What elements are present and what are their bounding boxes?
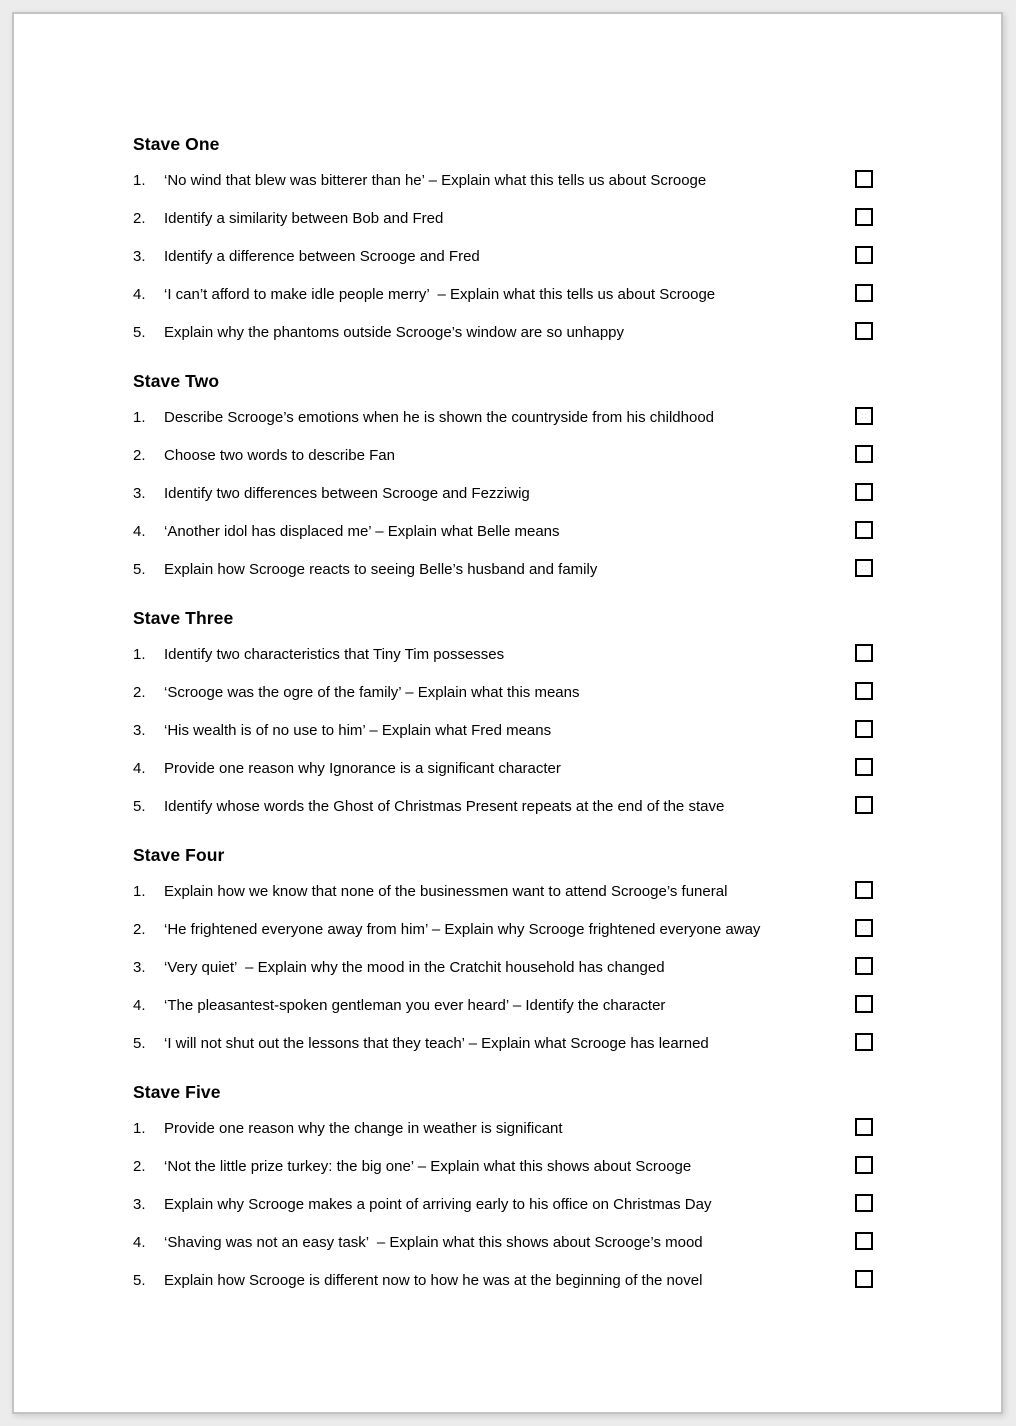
section-title: Stave Five <box>133 1082 221 1102</box>
question-text: Explain why Scrooge makes a point of arriving early to his office on Christmas Day <box>164 1196 712 1213</box>
question-number: 1. <box>133 646 146 663</box>
question-number: 1. <box>133 409 146 426</box>
question-text: ‘I can’t afford to make idle people merry’ – Explain what this tells us about Scrooge <box>164 286 716 303</box>
checkbox[interactable] <box>855 1118 873 1136</box>
question-number: 2. <box>133 210 146 227</box>
checkbox[interactable] <box>855 796 873 814</box>
worksheet-page <box>12 12 1003 1414</box>
checkbox[interactable] <box>855 208 873 226</box>
question-number: 3. <box>133 485 146 502</box>
question-number: 4. <box>133 1234 146 1251</box>
section-stave-four <box>133 844 874 1070</box>
question-text: ‘Scrooge was the ogre of the family’ – Explain what this means <box>164 684 580 701</box>
question-number: 3. <box>133 959 146 976</box>
question-text: Provide one reason why Ignorance is a significant character <box>164 760 561 777</box>
question-number: 3. <box>133 1196 146 1213</box>
question-text: Identify two differences between Scrooge and Fezziwig <box>164 485 530 502</box>
question-text: Provide one reason why the change in weather is significant <box>164 1120 563 1137</box>
question-text: Identify whose words the Ghost of Christmas Present repeats at the end of the stave <box>164 798 725 815</box>
question-text: ‘I will not shut out the lessons that they teach’ – Explain what Scrooge has learned <box>164 1035 709 1052</box>
question-text: ‘Not the little prize turkey: the big one’ – Explain what this shows about Scrooge <box>164 1158 692 1175</box>
section-title: Stave One <box>133 134 220 154</box>
checkbox[interactable] <box>855 1156 873 1174</box>
question-row <box>133 444 873 482</box>
question-number: 5. <box>133 561 146 578</box>
checkbox[interactable] <box>855 521 873 539</box>
question-text: ‘His wealth is of no use to him’ – Explain what Fred means <box>164 722 552 739</box>
question-text: Choose two words to describe Fan <box>164 447 395 464</box>
question-text: Explain how Scrooge reacts to seeing Belle’s husband and family <box>164 561 598 578</box>
checkbox[interactable] <box>855 445 873 463</box>
checkbox[interactable] <box>855 881 873 899</box>
checkbox[interactable] <box>855 284 873 302</box>
question-text: Explain why the phantoms outside Scrooge’s window are so unhappy <box>164 324 625 341</box>
question-text: ‘Shaving was not an easy task’ – Explain what this shows about Scrooge’s mood <box>164 1234 703 1251</box>
question-number: 1. <box>133 883 146 900</box>
question-number: 3. <box>133 248 146 265</box>
checkbox[interactable] <box>855 407 873 425</box>
question-number: 5. <box>133 1035 146 1052</box>
question-number: 3. <box>133 722 146 739</box>
section-stave-three <box>133 607 874 833</box>
question-text: Identify a difference between Scrooge and Fred <box>164 248 480 265</box>
checkbox[interactable] <box>855 644 873 662</box>
question-text: Identify two characteristics that Tiny Tim possesses <box>164 646 505 663</box>
question-row <box>133 880 873 918</box>
question-row <box>133 643 873 681</box>
question-row <box>133 406 873 444</box>
checkbox[interactable] <box>855 720 873 738</box>
question-number: 5. <box>133 1272 146 1289</box>
question-row <box>133 757 873 795</box>
question-row <box>133 520 873 558</box>
question-row <box>133 1117 873 1155</box>
checkbox[interactable] <box>855 170 873 188</box>
checkbox[interactable] <box>855 758 873 776</box>
question-row <box>133 681 873 719</box>
checkbox[interactable] <box>855 483 873 501</box>
question-row <box>133 321 873 359</box>
question-text: Describe Scrooge’s emotions when he is shown the countryside from his childhood <box>164 409 715 426</box>
section-stave-five <box>133 1081 874 1307</box>
question-text: ‘Very quiet’ – Explain why the mood in the Cratchit household has changed <box>164 959 665 976</box>
question-number: 4. <box>133 286 146 303</box>
question-row <box>133 1155 873 1193</box>
checkbox[interactable] <box>855 1270 873 1288</box>
section-title: Stave Three <box>133 608 234 628</box>
checkbox[interactable] <box>855 246 873 264</box>
question-row <box>133 956 873 994</box>
checkbox[interactable] <box>855 1232 873 1250</box>
question-number: 2. <box>133 447 146 464</box>
question-number: 5. <box>133 324 146 341</box>
question-row <box>133 1193 873 1231</box>
question-text: ‘No wind that blew was bitterer than he’ – Explain what this tells us about Scrooge <box>164 172 707 189</box>
question-number: 1. <box>133 1120 146 1137</box>
question-row <box>133 207 873 245</box>
question-row <box>133 1231 873 1269</box>
checkbox[interactable] <box>855 957 873 975</box>
question-row <box>133 795 873 833</box>
question-row <box>133 1032 873 1070</box>
question-number: 4. <box>133 997 146 1014</box>
checkbox[interactable] <box>855 682 873 700</box>
section-title: Stave Four <box>133 845 225 865</box>
question-number: 2. <box>133 1158 146 1175</box>
question-number: 4. <box>133 760 146 777</box>
question-row <box>133 482 873 520</box>
question-number: 5. <box>133 798 146 815</box>
question-text: ‘The pleasantest-spoken gentleman you ever heard’ – Identify the character <box>164 997 666 1014</box>
checkbox[interactable] <box>855 995 873 1013</box>
question-number: 4. <box>133 523 146 540</box>
question-row <box>133 283 873 321</box>
question-row <box>133 918 873 956</box>
question-number: 2. <box>133 921 146 938</box>
section-title: Stave Two <box>133 371 220 391</box>
checkbox[interactable] <box>855 322 873 340</box>
question-number: 1. <box>133 172 146 189</box>
checkbox[interactable] <box>855 559 873 577</box>
worksheet-content <box>14 14 874 1307</box>
question-text: ‘Another idol has displaced me’ – Explain what Belle means <box>164 523 560 540</box>
question-row <box>133 245 873 283</box>
checkbox[interactable] <box>855 1033 873 1051</box>
question-text: Identify a similarity between Bob and Fred <box>164 210 444 227</box>
question-row <box>133 169 873 207</box>
question-row <box>133 558 873 596</box>
checkbox[interactable] <box>855 1194 873 1212</box>
question-text: Explain how Scrooge is different now to how he was at the beginning of the novel <box>164 1272 703 1289</box>
question-row <box>133 719 873 757</box>
section-stave-one <box>133 133 874 359</box>
section-stave-two <box>133 370 874 596</box>
question-number: 2. <box>133 684 146 701</box>
question-row <box>133 1269 873 1307</box>
question-text: ‘He frightened everyone away from him’ – Explain why Scrooge frightened everyone away <box>164 921 761 938</box>
question-text: Explain how we know that none of the businessmen want to attend Scrooge’s funeral <box>164 883 728 900</box>
checkbox[interactable] <box>855 919 873 937</box>
question-row <box>133 994 873 1032</box>
